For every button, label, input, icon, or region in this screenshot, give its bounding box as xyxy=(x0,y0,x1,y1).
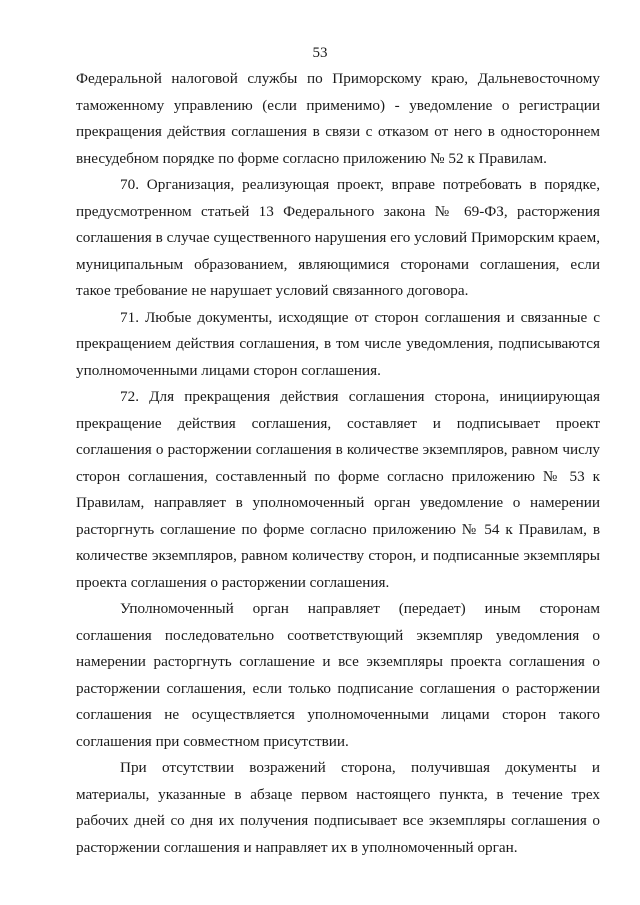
paragraph-item-71: 71. Любые документы, исходящие от сторон соглашения и связанные с прекращением действия соглашения, в том числе уведомления, подписываются уполномоченными лицами сторон соглашения. xyxy=(76,308,600,379)
paragraph-item-72-part-2: Уполномоченный орган направляет (передает) иным сторонам соглашения последовательно соответствующий экземпляр уведомления о намерении расторгнуть соглашение и все экземпляры проекта соглашения о расторжении соглашения, если только подписание соглашения о расторжении соглашения не осуществляется уполномоченными лицами сторон такого соглашения при совместном присутствии. xyxy=(76,600,600,750)
page-number: 53 xyxy=(312,45,328,61)
paragraph-continuation: Федеральной налоговой службы по Приморскому краю, Дальневосточному таможенному управлению (если применимо) - уведомление о регистрации прекращения действия соглашения в связи с отказом от него в одностороннем внесудебном порядке по форме согласно приложению № 52 к Правилам. xyxy=(76,70,600,167)
paragraph-item-72-part-3: При отсутствии возражений сторона, получившая документы и материалы, указанные в абзаце первом настоящего пункта, в течение трех рабочих дней со дня их получения подписывает все экземпляры соглашения о расторжении соглашения и направляет их в уполномоченный орган. xyxy=(76,759,600,856)
paragraph-item-70: 70. Организация, реализующая проект, вправе потребовать в порядке, предусмотренном статьей 13 Федерального закона № 69-ФЗ, расторжения соглашения в случае существенного нарушения его условий Приморским краем, муниципальным образованием, являющимися сторонами соглашения, если такое требование не нарушает условий связанного договора. xyxy=(76,176,600,299)
document-body xyxy=(76,66,600,861)
paragraph-item-72: 72. Для прекращения действия соглашения сторона, инициирующая прекращение действия соглашения, составляет и подписывает проект соглашения о расторжении соглашения в количестве экземпляров, равном числу сторон соглашения, составленный по форме согласно приложению № 53 к Правилам, направляет в уполномоченный орган уведомление о намерении расторгнуть соглашение по форме согласно приложению № 54 к Правилам, в количестве экземпляров, равном количеству сторон, и подписанные экземпляры проекта соглашения о расторжении соглашения. xyxy=(76,388,600,591)
